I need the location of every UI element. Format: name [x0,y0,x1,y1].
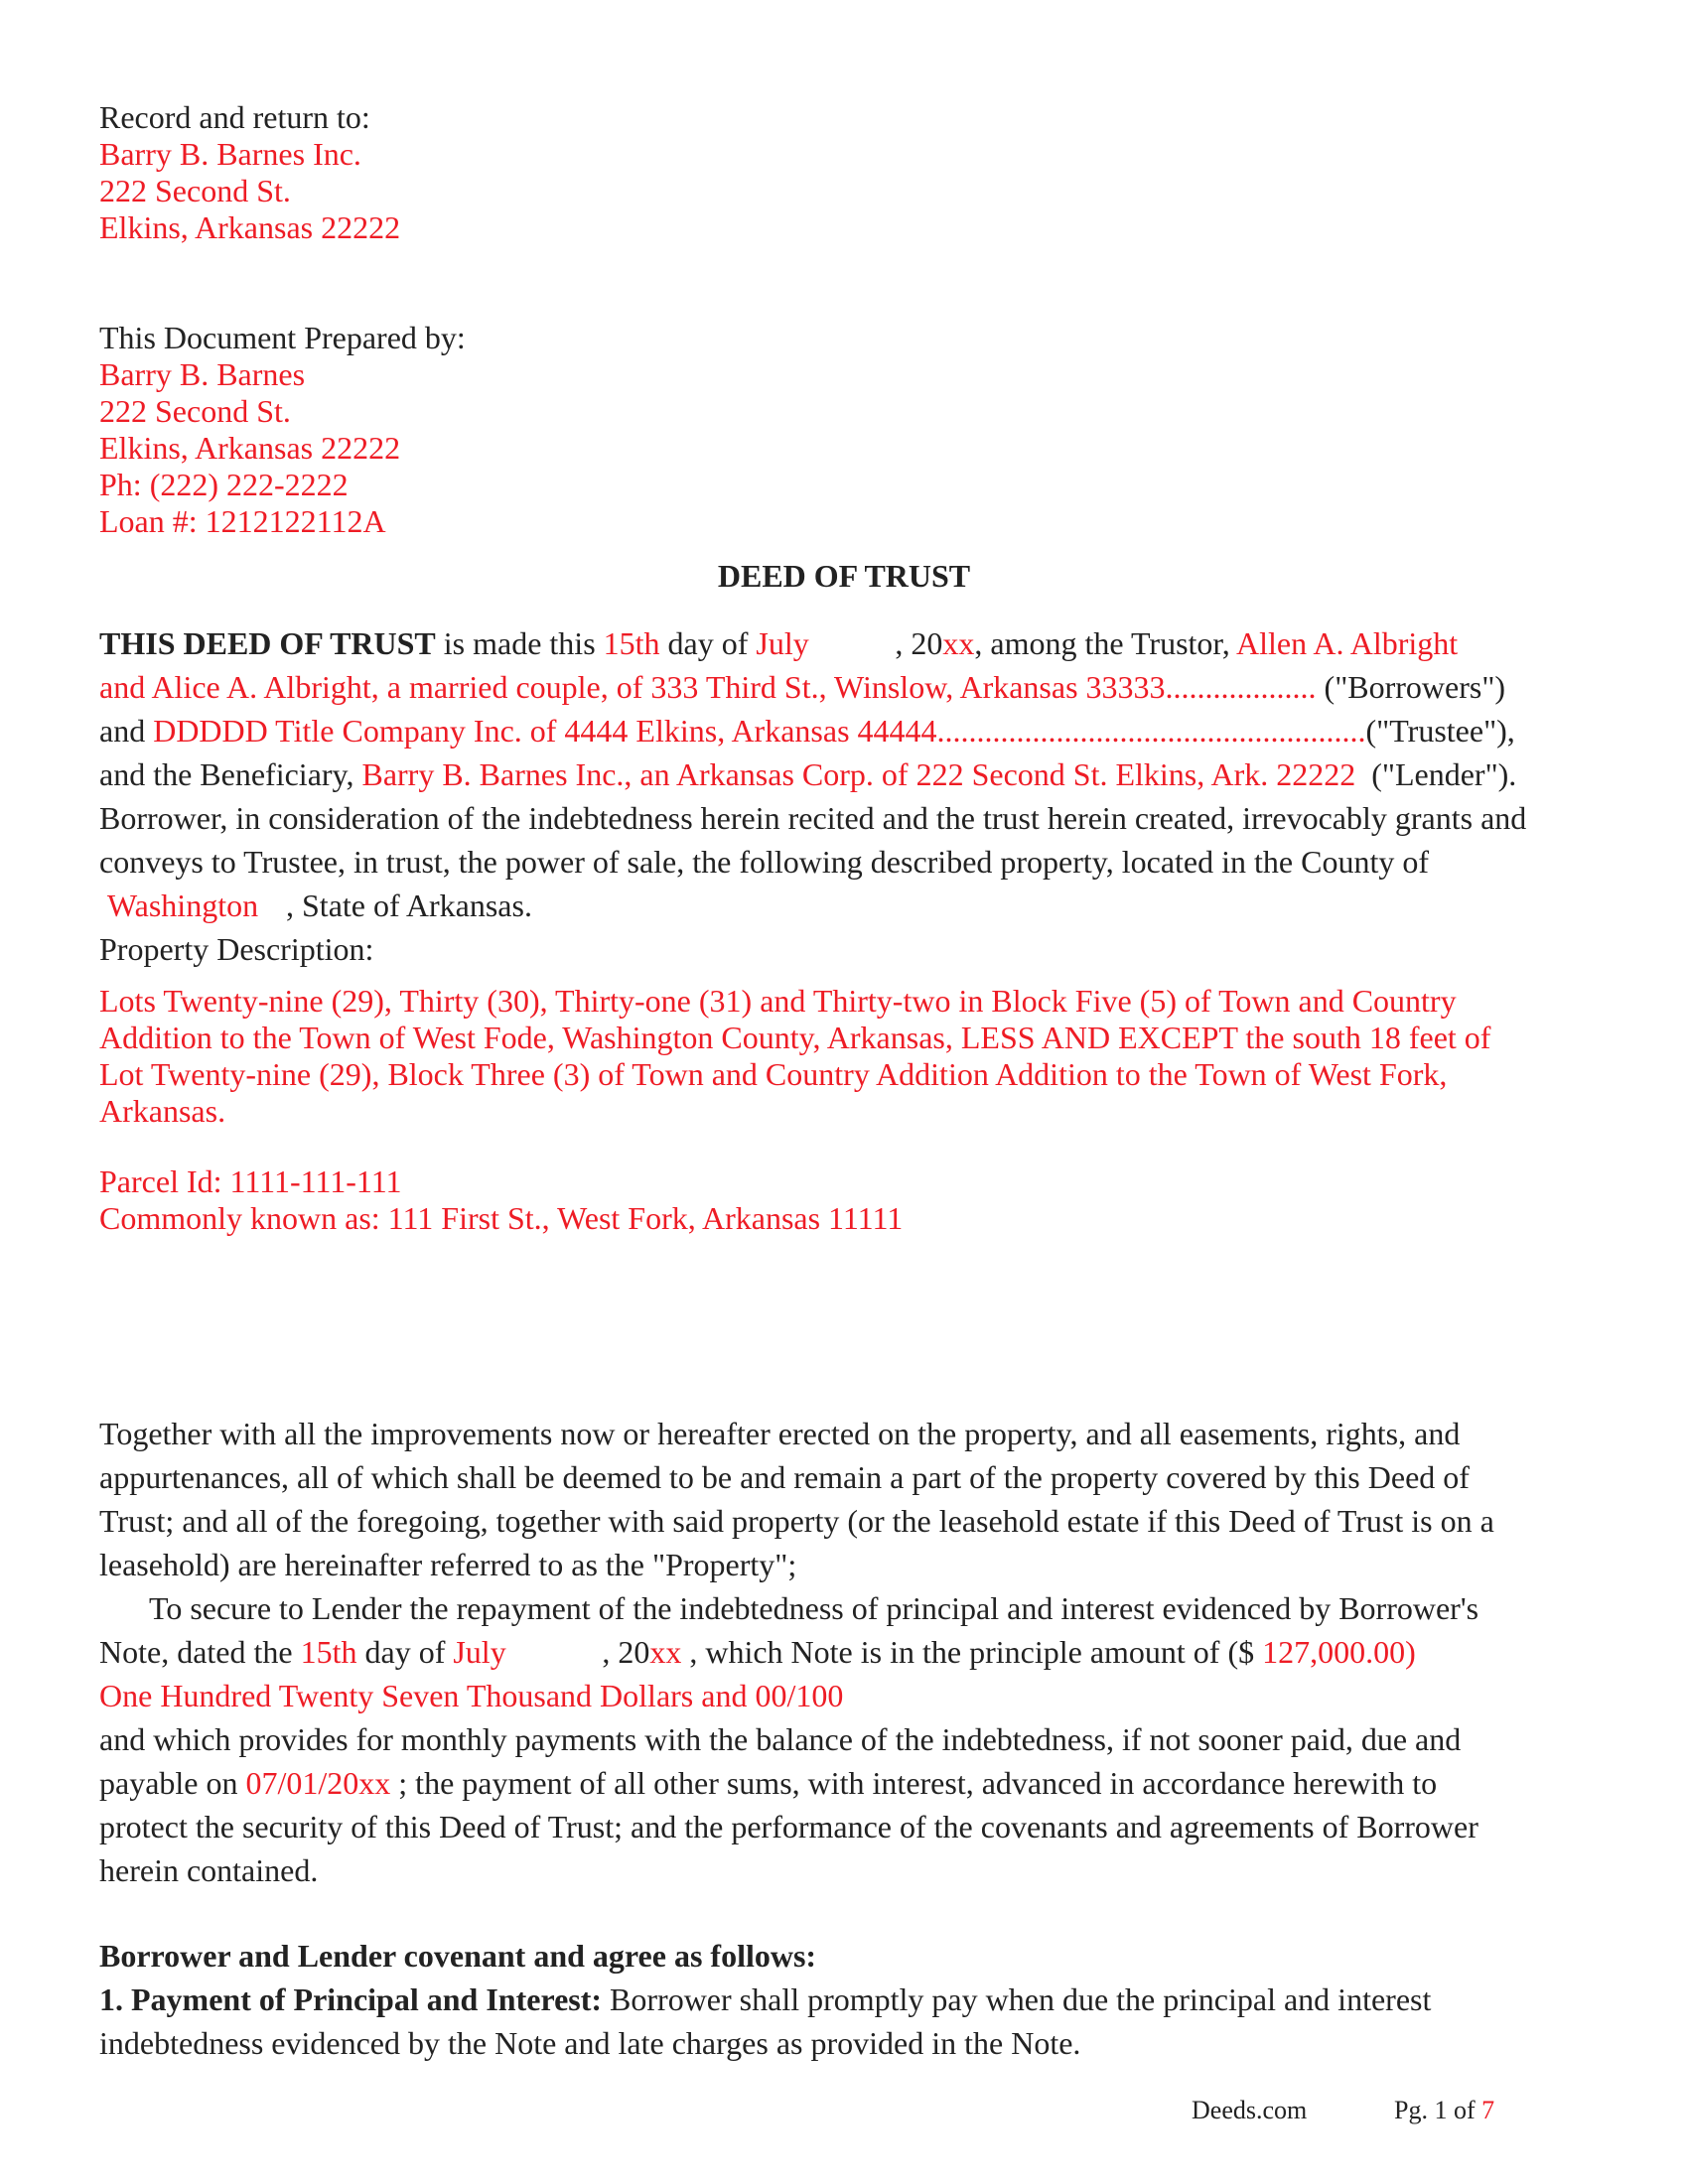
intro-month: July [756,625,809,661]
page-number [1394,2095,1494,2126]
trustee-dots: ...................................................... [936,713,1366,749]
prepared-by-line: 222 Second St. [99,393,291,429]
secure-text: Note, dated the [99,1634,301,1670]
document-title: DEED OF TRUST [717,558,971,594]
property-line: Lot Twenty-nine (29), Block Three (3) of Town and Country Addition Addition to the Town of West Fork, [99,1056,1448,1092]
record-return-line: Barry B. Barnes Inc. [99,136,361,172]
page-label: Pg. 1 of [1394,2096,1482,2124]
intro-day: 15th [603,625,660,661]
record-return-block [99,99,1589,246]
page-total: 7 [1481,2096,1495,2124]
herein-line: herein contained. [99,1852,319,1888]
trustee-name: DDDDD Title Company Inc. of 4444 Elkins, Arkansas 44444 [153,713,937,749]
parcel-block [99,1163,1589,1237]
payable-on: payable on [99,1765,246,1801]
trustor-dots: ................... [1165,669,1317,705]
parcel-id: Parcel Id: 1111-111-111 [99,1163,402,1199]
together-line: Together with all the improvements now or hereafter erected on the property, and all easements, rights, and [99,1416,1461,1451]
intro-text: , 20 [895,625,943,661]
prepared-by-line: Elkins, Arkansas 22222 [99,430,401,466]
together-line: leasehold) are hereinafter referred to as the "Property"; [99,1547,797,1582]
intro-bold-lead: THIS DEED OF TRUST [99,625,436,661]
note-year: xx [649,1634,682,1670]
due-date: 07/01/20xx [245,1765,391,1801]
intro-text: , among the Trustor, [974,625,1237,661]
state-text: , State of Arkansas. [286,887,532,923]
intro-text: day of [659,625,757,661]
prepared-by-line: Barry B. Barnes [99,356,306,392]
property-description [99,983,1589,1130]
secure-text: day of [356,1634,454,1670]
principal-amount: 127,000.00) [1262,1634,1416,1670]
intro-text: is made this [435,625,604,661]
record-return-line: Elkins, Arkansas 22222 [99,209,401,245]
secure-text: , which Note is in the principle amount of ($ [681,1634,1263,1670]
note-month: July [453,1634,506,1670]
consideration-line: conveys to Trustee, in trust, the power of sale, the following described property, located in the County of [99,844,1429,880]
prepared-by-line: Ph: (222) 222-2222 [99,467,349,502]
footer-site: Deeds.com [1192,2096,1308,2124]
trustee-label: ("Trustee"), [1365,713,1515,749]
trustor-detail: and Alice A. Albright, a married couple, of 333 Third St., Winslow, Arkansas 33333 [99,669,1166,705]
payment-rest: ; the payment of all other sums, with interest, advanced in accordance herewith to [390,1765,1438,1801]
intro-and: and [99,713,154,749]
record-return-label: Record and return to: [99,99,370,135]
protect-line: protect the security of this Deed of Trust; and the performance of the covenants and agreements of Borrower [99,1809,1478,1844]
monthly-line: and which provides for monthly payments with the balance of the indebtedness, if not sooner paid, due and [99,1721,1462,1757]
covenants-heading: Borrower and Lender covenant and agree as follows: [99,1938,817,1974]
prepared-by-block [99,320,1589,540]
together-paragraph [99,1412,1589,1892]
consideration-line: Borrower, in consideration of the indebtedness herein recited and the trust herein created, irrevocably grants and [99,800,1527,836]
property-line: Lots Twenty-nine (29), Thirty (30), Thirty-one (31) and Thirty-two in Block Five (5) of Town and Country [99,983,1457,1019]
prepared-by-line: Loan #: 1212122112A [99,503,386,539]
amount-words: One Hundred Twenty Seven Thousand Dollars and 00/100 [99,1678,844,1713]
secure-text: , 20 [602,1634,650,1670]
beneficiary-name: Barry B. Barnes Inc., an Arkansas Corp. of 222 Second St. Elkins, Ark. 22222 [361,756,1356,792]
beneficiary-lead: and the Beneficiary, [99,756,362,792]
county-name: Washington [107,887,259,923]
lender-label: ("Lender"). [1371,756,1517,792]
covenant-1-text: indebtedness evidenced by the Note and late charges as provided in the Note. [99,2025,1081,2061]
covenant-1-title: 1. Payment of Principal and Interest: [99,1981,603,2017]
intro-year: xx [942,625,975,661]
prepared-by-label: This Document Prepared by: [99,320,466,355]
property-line: Arkansas. [99,1093,226,1129]
note-day: 15th [300,1634,357,1670]
together-line: appurtenances, all of which shall be deemed to be and remain a part of the property covered by this Deed of [99,1459,1470,1495]
commonly-known-as: Commonly known as: 111 First St., West Fork, Arkansas 11111 [99,1200,904,1236]
record-return-line: 222 Second St. [99,173,291,208]
intro-paragraph [99,621,1589,971]
covenant-1-text: Borrower shall promptly pay when due the principal and interest [602,1981,1432,2017]
together-line: Trust; and all of the foregoing, together with said property (or the leasehold estate if this Deed of Trust is on a [99,1503,1494,1539]
property-line: Addition to the Town of West Fode, Washington County, Arkansas, LESS AND EXCEPT the south 18 feet of [99,1020,1491,1055]
covenants-section [99,1934,1589,2065]
property-label: Property Description: [99,931,374,967]
trustor-name: Allen A. Albright [1236,625,1459,661]
borrowers-label: ("Borrowers") [1316,669,1506,705]
secure-line: To secure to Lender the repayment of the indebtedness of principal and interest evidenced by Borrower's [149,1590,1479,1626]
